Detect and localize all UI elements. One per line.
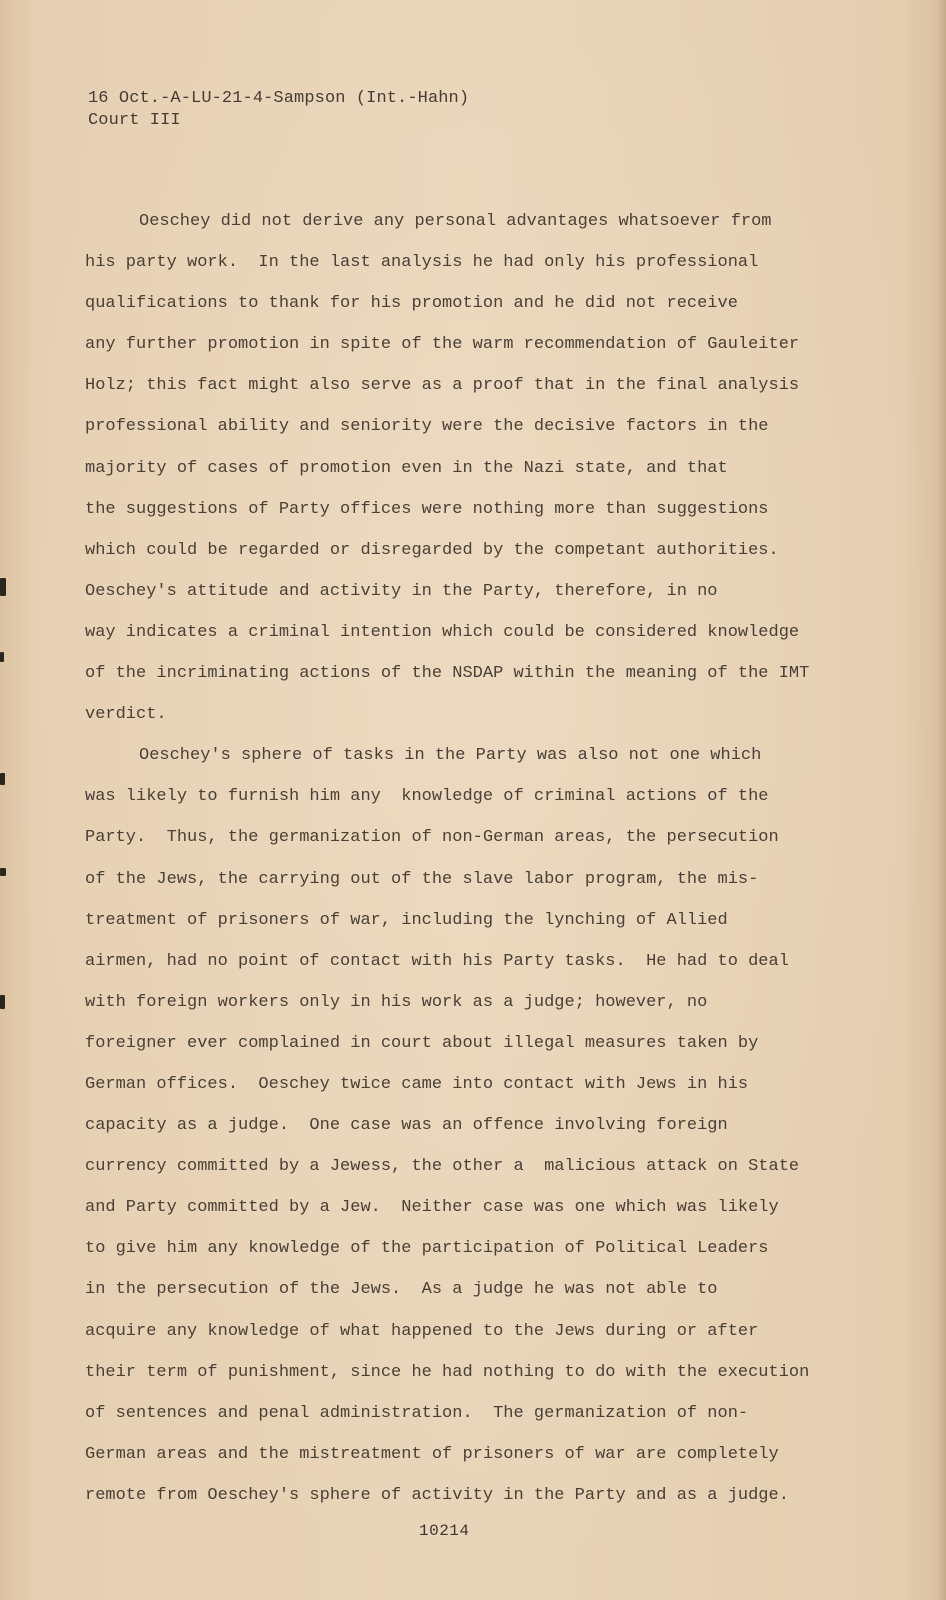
text-line: was likely to furnish him any knowledge of criminal actions of the [85,787,769,807]
text-line: in the persecution of the Jews. As a judge he was not able to [85,1280,718,1300]
paragraph-1 [85,209,915,743]
text-line: their term of punishment, since he had nothing to do with the execution [85,1362,810,1382]
text-line: verdict. [85,705,167,725]
document-header [88,88,469,132]
text-line: majority of cases of promotion even in the Nazi state, and that [85,458,728,478]
text-line: acquire any knowledge of what happened to the Jews during or after [85,1321,759,1341]
text-line: capacity as a judge. One case was an offence involving foreign [85,1116,728,1136]
binding-mark [0,578,6,596]
text-line: Oeschey's sphere of tasks in the Party was also not one which [139,746,762,766]
text-line: to give him any knowledge of the participation of Political Leaders [85,1239,769,1259]
text-line: remote from Oeschey's sphere of activity in the Party and as a judge. [85,1485,789,1505]
text-line: qualifications to thank for his promotion and he did not receive [85,294,738,314]
text-line: professional ability and seniority were the decisive factors in the [85,417,769,437]
text-line: his party work. In the last analysis he had only his professional [85,253,759,273]
text-line: Oeschey did not derive any personal advantages whatsoever from [139,212,772,231]
document-body [85,209,915,1524]
header-court-line: Court III [88,111,181,130]
text-line: of the Jews, the carrying out of the slave labor program, the mis- [85,869,759,889]
binding-mark [0,995,5,1009]
paragraph-2 [85,743,915,1524]
text-line: of sentences and penal administration. The germanization of non- [85,1403,749,1423]
page-edge [936,0,946,1600]
binding-mark [0,868,6,876]
text-line: which could be regarded or disregarded by the competant authorities. [85,540,779,560]
text-line: any further promotion in spite of the warm recommendation of Gauleiter [85,335,800,355]
text-line: Holz; this fact might also serve as a proof that in the final analysis [85,376,800,396]
text-line: German areas and the mistreatment of prisoners of war are completely [85,1444,779,1464]
text-line: Oeschey's attitude and activity in the Party, therefore, in no [85,581,718,601]
text-line: currency committed by a Jewess, the other a malicious attack on State [85,1157,800,1177]
text-line: airmen, had no point of contact with his Party tasks. He had to deal [85,951,789,971]
text-line: foreigner ever complained in court about illegal measures taken by [85,1033,759,1053]
text-line: of the incriminating actions of the NSDAP within the meaning of the IMT [85,664,810,684]
text-line: treatment of prisoners of war, including the lynching of Allied [85,910,728,930]
text-line: German offices. Oeschey twice came into contact with Jews in his [85,1074,749,1094]
binding-mark [0,773,5,785]
page-number: 10214 [419,1522,470,1540]
text-line: with foreign workers only in his work as a judge; however, no [85,992,708,1012]
text-line: Party. Thus, the germanization of non-German areas, the persecution [85,828,779,848]
text-line: and Party committed by a Jew. Neither case was one which was likely [85,1198,779,1218]
text-line: the suggestions of Party offices were nothing more than suggestions [85,499,769,519]
binding-mark [0,652,4,662]
text-line: way indicates a criminal intention which could be considered knowledge [85,622,800,642]
header-reference-line: 16 Oct.-A-LU-21-4-Sampson (Int.-Hahn) [88,89,470,108]
